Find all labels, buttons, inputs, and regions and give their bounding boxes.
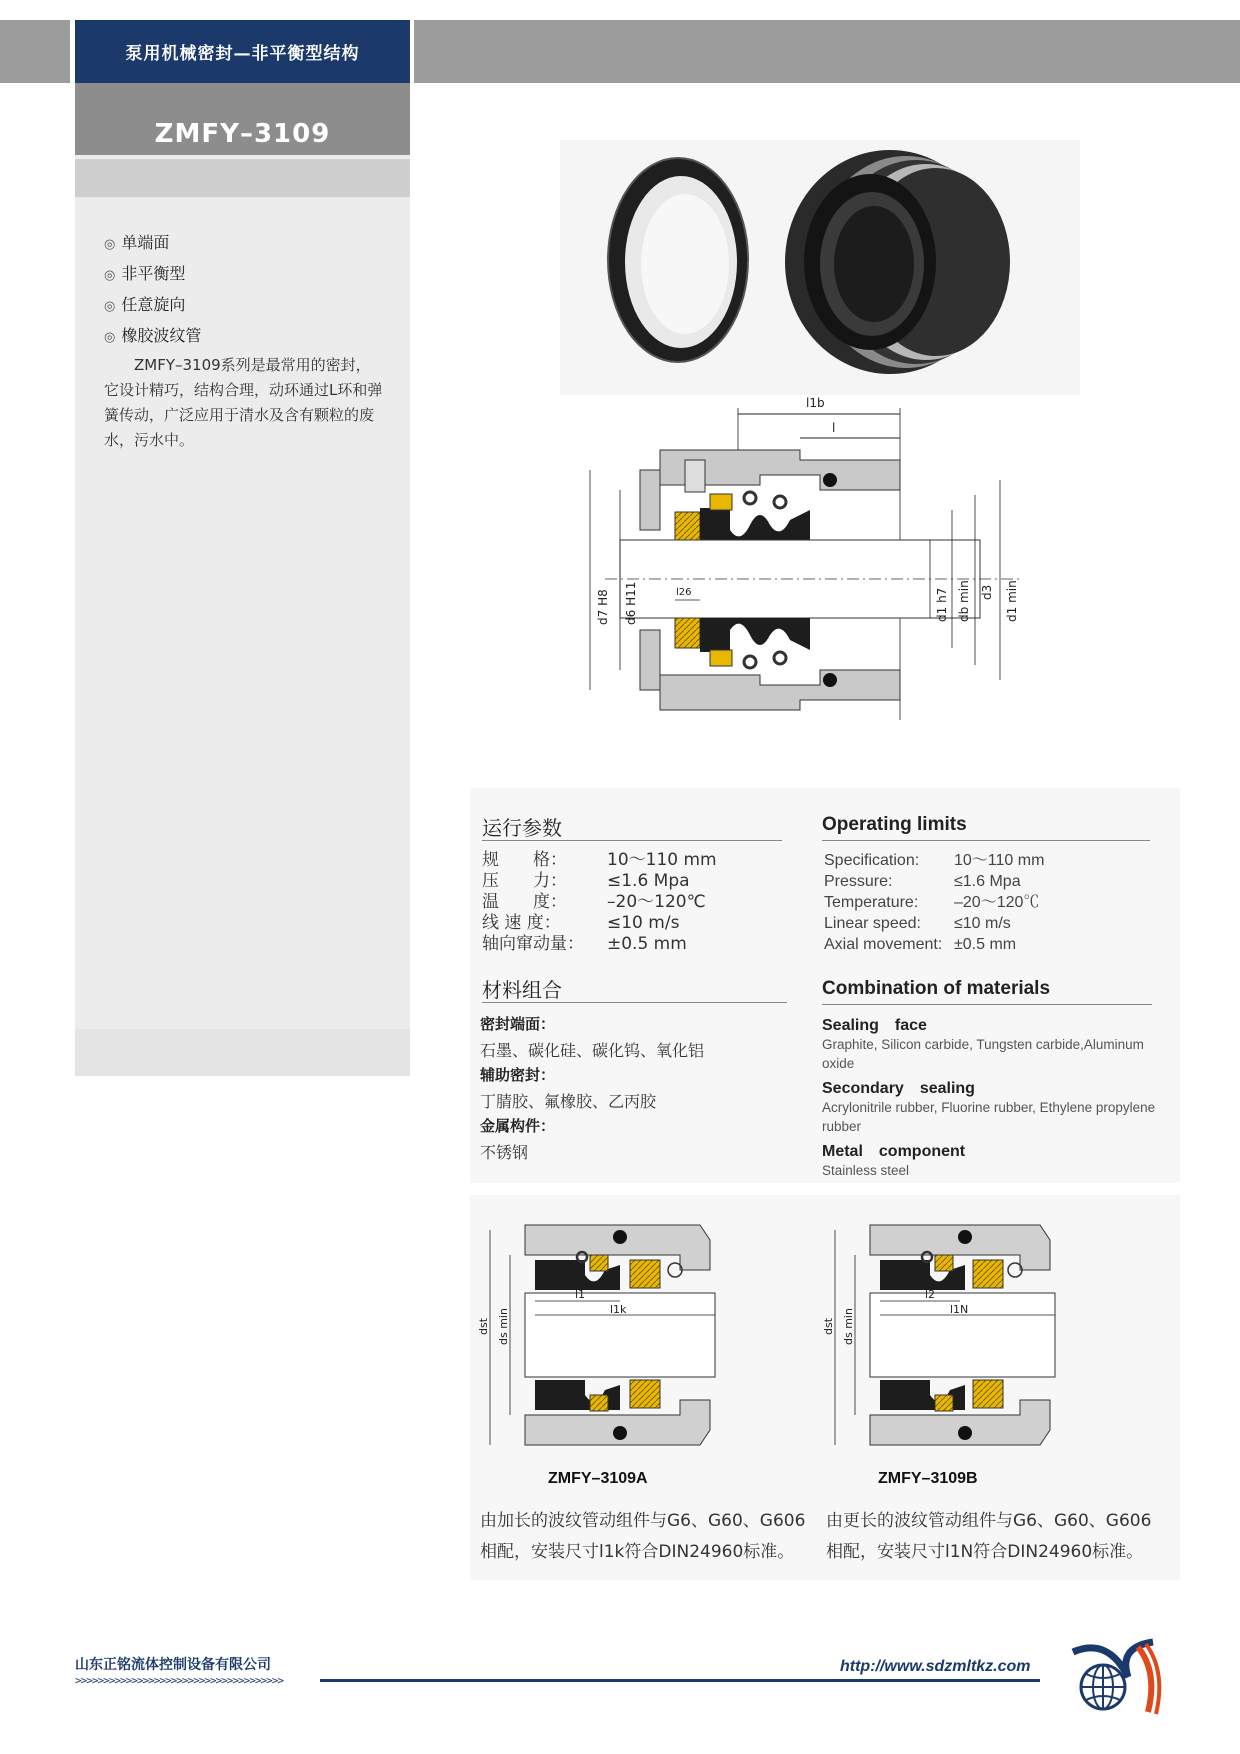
dim-ds-min: ds min bbox=[842, 1308, 855, 1345]
feature-item bbox=[104, 259, 201, 290]
row-value: –20～120℃ bbox=[607, 892, 706, 912]
model-title-text: ZMFY–3109 bbox=[154, 119, 331, 149]
bullet-icon: ◎ bbox=[104, 268, 116, 283]
dim-l1: l1 bbox=[575, 1288, 586, 1301]
material-title: 密封端面： bbox=[480, 1015, 556, 1033]
material-title: 辅助密封： bbox=[480, 1066, 556, 1084]
row-label: 线 速 度： bbox=[482, 913, 561, 933]
stationary-ring-image bbox=[608, 158, 748, 362]
material-title: Sealing face bbox=[822, 1017, 927, 1034]
variant-b-description: 由更长的波纹管动组件与G6、G60、G606相配，安装尺寸l1N符合DIN24960标准。 bbox=[826, 1511, 1152, 1562]
variant-b-drawing bbox=[815, 1215, 1075, 1455]
dim-dst: dst bbox=[477, 1317, 490, 1335]
dim-d1min: d1 min bbox=[1005, 580, 1019, 622]
operating-en-list bbox=[824, 850, 1044, 955]
footer-chevrons: >>>>>>>>>>>>>>>>>>>>>>>>>>>>>>>>>>>>> bbox=[75, 1674, 284, 1687]
footer-url[interactable]: http://www.sdzmltkz.com bbox=[840, 1658, 1031, 1675]
dim-l: l bbox=[832, 421, 836, 435]
operating-cn-row bbox=[482, 850, 717, 871]
operating-en-rule bbox=[822, 840, 1150, 841]
row-label: Axial movement: bbox=[824, 936, 943, 953]
product-photo bbox=[560, 140, 1080, 395]
model-title bbox=[75, 83, 410, 155]
variant-a-label: ZMFY–3109A bbox=[548, 1470, 648, 1487]
header-title-text: 泵用机械密封—非平衡型结构 bbox=[125, 44, 360, 64]
operating-en-row bbox=[824, 871, 1044, 892]
material-value: 丁腈胶、氟橡胶、乙丙胶 bbox=[480, 1091, 657, 1111]
material-title: Secondary sealing bbox=[822, 1080, 975, 1097]
materials-cn-list bbox=[480, 1012, 704, 1165]
operating-en-row bbox=[824, 913, 1044, 934]
footer-company: 山东正铭流体控制设备有限公司 bbox=[75, 1657, 271, 1673]
variant-a-description: 由加长的波纹管动组件与G6、G60、G606相配，安装尺寸l1k符合DIN24960标准。 bbox=[480, 1511, 806, 1562]
bullet-icon: ◎ bbox=[104, 330, 116, 345]
header-title bbox=[75, 20, 410, 83]
row-value: ≤1.6 Mpa bbox=[607, 871, 690, 891]
row-label: Specification: bbox=[824, 852, 920, 869]
rotating-seal-image bbox=[785, 150, 1010, 374]
row-value: ≤1.6 Mpa bbox=[954, 873, 1021, 890]
dim-dst: dst bbox=[822, 1317, 835, 1335]
operating-en-row bbox=[824, 850, 1044, 871]
operating-cn-row bbox=[482, 934, 717, 955]
row-value: ≤10 m/s bbox=[954, 915, 1011, 932]
row-value: 10～110 mm bbox=[954, 852, 1045, 869]
variant-b-label: ZMFY–3109B bbox=[878, 1470, 978, 1487]
material-value: Graphite, Silicon carbide, Tungsten carbide,Aluminum oxide bbox=[822, 1037, 1144, 1071]
feature-item bbox=[104, 228, 201, 259]
material-value: Stainless steel bbox=[822, 1163, 910, 1178]
row-label: 轴向窜动量： bbox=[482, 934, 584, 954]
row-label: 压 力： bbox=[482, 871, 567, 891]
feature-text: 非平衡型 bbox=[121, 264, 186, 283]
dim-db: db min bbox=[957, 580, 971, 622]
materials-cn-rule bbox=[482, 1002, 787, 1003]
dim-l2: l2 bbox=[925, 1288, 936, 1301]
feature-list bbox=[104, 228, 201, 352]
bullet-icon: ◎ bbox=[104, 237, 116, 252]
material-value: 不锈钢 bbox=[480, 1142, 529, 1162]
row-value: –20～120℃ bbox=[954, 894, 1040, 911]
dim-d6: d6 H11 bbox=[624, 581, 638, 625]
materials-en-heading: Combination of materials bbox=[822, 978, 1051, 999]
dim-d1: d1 h7 bbox=[935, 587, 949, 622]
dim-ds-min: ds min bbox=[497, 1308, 510, 1345]
operating-cn-list bbox=[482, 850, 717, 955]
operating-cn-rule bbox=[482, 840, 782, 841]
operating-en-heading: Operating limits bbox=[822, 814, 967, 835]
bullet-icon: ◎ bbox=[104, 299, 116, 314]
material-value: Acrylonitrile rubber, Fluorine rubber, Ethylene propylene rubber bbox=[822, 1100, 1156, 1134]
operating-cn-heading: 运行参数 bbox=[482, 816, 562, 840]
materials-en-rule bbox=[822, 1004, 1152, 1005]
row-value: ±0.5 mm bbox=[954, 936, 1017, 953]
header-right-strip bbox=[414, 20, 1240, 83]
row-label: Pressure: bbox=[824, 873, 893, 890]
variant-a-drawing bbox=[470, 1215, 730, 1455]
dim-l1k: l1k bbox=[610, 1303, 627, 1316]
operating-cn-row bbox=[482, 871, 717, 892]
row-label: 规 格： bbox=[482, 850, 567, 870]
operating-en-row bbox=[824, 892, 1044, 913]
feature-item bbox=[104, 290, 201, 321]
material-value: 石墨、碳化硅、碳化钨、氧化铝 bbox=[480, 1040, 705, 1060]
footer-line bbox=[320, 1679, 1040, 1682]
operating-cn-row bbox=[482, 892, 717, 913]
feature-text: 橡胶波纹管 bbox=[121, 326, 202, 345]
feature-text: 单端面 bbox=[121, 233, 170, 252]
material-title: Metal component bbox=[822, 1143, 966, 1160]
dim-d3: d3 bbox=[980, 584, 994, 600]
row-label: 温 度： bbox=[482, 892, 567, 912]
dim-l1b: l1b bbox=[806, 396, 825, 410]
left-sub-bar bbox=[75, 159, 410, 197]
dim-l26: l26 bbox=[676, 587, 692, 598]
company-logo-icon bbox=[1058, 1632, 1168, 1722]
dim-l1n: l1N bbox=[950, 1303, 969, 1316]
operating-cn-row bbox=[482, 913, 717, 934]
row-value: 10～110 mm bbox=[607, 850, 717, 870]
intro-paragraph: ZMFY–3109系列是最常用的密封，它设计精巧，结构合理，动环通过L环和弹簧传动，广泛应用于清水及含有颗粒的废水，污水中。 bbox=[104, 356, 383, 449]
feature-text: 任意旋向 bbox=[121, 295, 186, 314]
row-label: Temperature: bbox=[824, 894, 919, 911]
left-bottom-block bbox=[75, 1029, 410, 1076]
material-title: 金属构件： bbox=[480, 1117, 556, 1135]
cross-section-drawing bbox=[596, 390, 1060, 780]
materials-en-list bbox=[822, 1012, 1167, 1180]
operating-en-row bbox=[824, 934, 1044, 955]
row-value: ≤10 m/s bbox=[607, 913, 680, 933]
materials-cn-heading: 材料组合 bbox=[482, 978, 562, 1002]
row-label: Linear speed: bbox=[824, 915, 921, 932]
feature-item bbox=[104, 321, 201, 352]
dim-d7: d7 H8 bbox=[596, 589, 610, 625]
header-left-strip bbox=[0, 20, 70, 83]
row-value: ±0.5 mm bbox=[607, 934, 687, 954]
